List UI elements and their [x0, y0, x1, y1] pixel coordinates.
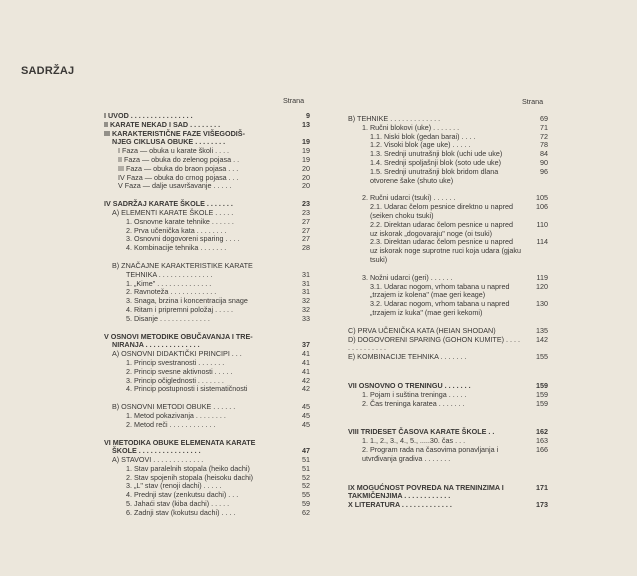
toc-entry-page-number: 59 [302, 499, 310, 509]
toc-entry-title: V Faza — dalje usavršavanje . . . . . [118, 181, 232, 191]
toc-entry-page-number: 52 [302, 481, 310, 491]
toc-entry-page-number: 173 [536, 500, 548, 510]
toc-entry [104, 182, 310, 191]
toc-entry [104, 315, 310, 324]
toc-entry [348, 221, 548, 239]
toc-entry-page-number: 31 [302, 287, 310, 297]
toc-entry-title: VI METODIKA OBUKE ELEMENATA KARATE [104, 437, 256, 447]
toc-entry-title: 1.3. Srednji unutrašnji blok (uchi ude uke) [370, 149, 503, 159]
toc-entry-title: I UVOD . . . . . . . . . . . . . . . . [104, 111, 193, 120]
toc-entry-title: A) ELEMENTI KARATE ŠKOLE . . . . . [112, 207, 234, 217]
toc-entry-title: 2. Program rada na časovima ponavljanja i utvrđivanja gradiva . . . . . . . [362, 444, 499, 463]
toc-entry-title: III KARAKTERISTIČNE FAZE VIŠEGODIŠ- [104, 128, 245, 138]
toc-entry-title: B) TEHNIKE . . . . . . . . . . . . . [348, 114, 441, 123]
toc-entry-title: ŠKOLE . . . . . . . . . . . . . . . . [112, 446, 201, 456]
toc-entry-title: NJEG CIKLUSA OBUKE . . . . . . . . [112, 137, 226, 147]
toc-entry-title: 3.1. Udarac nogom, vrhom tabana u napred „trzajem iz kolena" (mae geri keage) [370, 281, 510, 300]
toc-entry-title: III Faza — obuka do braon pojasa . . . [118, 163, 239, 173]
toc-entry [348, 203, 548, 221]
toc-entry-title: D) DOGOVORENI SPARING (GOHON KUMITE) . . . . . . . . . . . . . . [348, 334, 520, 353]
toc-entry-page-number: 47 [302, 446, 310, 456]
toc-entry [348, 484, 548, 502]
toc-entry-title: 2. Ravnoteža . . . . . . . . . . . . [126, 287, 217, 297]
toc-entry-title: 1. Pojam i suština treninga . . . . . [362, 389, 467, 399]
toc-entry-page-number: 130 [536, 299, 548, 309]
toc-entry-page-number: 23 [302, 207, 310, 217]
left-page-column-label: Strana [283, 96, 305, 105]
toc-entry-title: A) OSNOVNI DIDAKTIČKI PRINCIPI . . . [112, 349, 242, 359]
toc-entry-page-number: 20 [302, 181, 310, 191]
toc-entry-title: VIII TRIDESET ČASOVA KARATE ŠKOLE . . [348, 427, 495, 437]
toc-entry-page-number: 13 [302, 119, 310, 129]
toc-entry-title: 2. Čas treninga karatea . . . . . . . [362, 398, 465, 408]
toc-entry-title: NIRANJA . . . . . . . . . . . . . . [112, 340, 200, 350]
toc-entry-page-number: 33 [302, 313, 310, 323]
toc-entry [104, 421, 310, 430]
toc-entry-page-number: 135 [536, 325, 548, 335]
toc-entry-title: 2. Prva učenička kata . . . . . . . . [126, 225, 227, 235]
toc-entry-page-number: 51 [302, 455, 310, 465]
toc-entry-page-number: 42 [302, 384, 310, 394]
toc-entry-title: C) PRVA UČENIČKA KATA (HEIAN SHODAN) [348, 325, 496, 335]
toc-entry-title: 1. Princip svestranosti . . . . . . . [126, 357, 225, 367]
right-page-column-label: Strana [522, 97, 544, 106]
toc-entry-page-number: 45 [302, 410, 310, 420]
toc-entry-title: 2. Ručni udarci (tsuki) . . . . . . [362, 193, 456, 203]
toc-entry-page-number: 27 [302, 225, 310, 235]
toc-entry-title: 4. Princip postupnosti i sistematičnosti [126, 384, 248, 394]
toc-entry-page-number: 28 [302, 243, 310, 253]
toc-entry [348, 501, 548, 510]
toc-entry-page-number: 105 [536, 193, 548, 203]
toc-entry-page-number: 163 [536, 436, 548, 446]
toc-entry-title: 1. Osnovne karate tehnike . . . . . . [126, 216, 234, 226]
toc-entry-title: 3.2. Udarac nogom, vrhom tabana u napred „trzajem iz kuka" (mae geri kekomi) [370, 299, 510, 317]
toc-entry-page-number: 31 [302, 278, 310, 288]
toc-entry-title: 3. Nožni udarci (geri) . . . . . . [362, 272, 453, 282]
toc-entry-page-number: 27 [302, 234, 310, 244]
toc-entry-page-number: 20 [302, 172, 310, 182]
toc-entry-page-number: 41 [302, 349, 310, 359]
toc-entry [348, 400, 548, 409]
toc-entry-title: 6. Zadnji stav (kokutsu dachi) . . . . [126, 507, 236, 517]
toc-entry-title: A) STAVOVI . . . . . . . . . . . . . [112, 455, 204, 465]
toc-entry-title: 1.1. Niski blok (gedan barai) . . . . [370, 131, 476, 141]
toc-entry-page-number: 9 [306, 111, 310, 120]
toc-entry-page-number: 71 [540, 122, 548, 132]
toc-entry-title: 2.1. Udarac čelom pesnice direktno u napred (seiken choku tsuki) [370, 202, 514, 220]
toc-entry-page-number: 159 [536, 389, 548, 399]
toc-entry-title: B) ZNAČAJNE KARAKTERISTIKE KARATE [112, 260, 253, 270]
toc-entry-page-number: 23 [302, 199, 310, 209]
toc-entry-page-number: 162 [536, 427, 548, 437]
toc-entry [348, 283, 548, 301]
toc-entry-title: IX MOGUĆNOST POVREDA NA TRENINZIMA I TAKMIČENJIMA . . . . . . . . . . . . [348, 482, 504, 501]
toc-entry-page-number: 155 [536, 352, 548, 362]
toc-entry-page-number: 27 [302, 216, 310, 226]
toc-entry-title: X LITERATURA . . . . . . . . . . . . . [348, 500, 452, 510]
toc-entry-page-number: 142 [536, 334, 548, 344]
toc-entry-title: I Faza — obuka u karate školi . . . . [118, 146, 230, 156]
toc-entry-title: 3. Princip očiglednosti . . . . . . . [126, 375, 224, 385]
toc-entry-title: VII OSNOVNO O TRENINGU . . . . . . . [348, 380, 471, 390]
toc-entry-title: 1.5. Srednji unutrašnji blok bridom dlana otvorene šake (shuto uke) [370, 166, 499, 185]
toc-entry-page-number: 106 [536, 202, 548, 212]
toc-entry-title: IV SADRŽAJ KARATE ŠKOLE . . . . . . . [104, 199, 233, 209]
toc-entry-title: 1. 1., 2., 3., 4., 5., .....30. čas . . . [362, 436, 466, 446]
toc-entry-title: 2. Stav spojenih stopala (heisoku dachi) [126, 472, 254, 482]
toc-entry [104, 509, 310, 518]
toc-entry-title: 5. Jahaći stav (kiba dachi) . . . . . [126, 499, 230, 509]
toc-entry-page-number: 84 [540, 149, 548, 159]
toc-entry-page-number: 51 [302, 463, 310, 473]
toc-entry-page-number: 19 [302, 137, 310, 147]
toc-entry-title: 1. Metod pokazivanja . . . . . . . . [126, 410, 226, 420]
page-title: SADRŽAJ [21, 65, 75, 77]
toc-entry-title: II Faza — obuka do zelenog pojasa . . [118, 154, 240, 164]
toc-entry-title: 3. „L" stav (renoji dachi) . . . . . [126, 481, 222, 491]
toc-entry-page-number: 45 [302, 402, 310, 412]
toc-entry-page-number: 19 [302, 154, 310, 164]
toc-entry-page-number: 52 [302, 472, 310, 482]
toc-entry-title: 1. Stav paralelnih stopala (heiko dachi) [126, 463, 250, 473]
toc-entry-title: 1.4. Srednji spoljašnji blok (soto ude uke) [370, 157, 502, 167]
toc-entry [348, 336, 548, 354]
toc-entry-title: II KARATE NEKAD I SAD . . . . . . . . [104, 119, 221, 129]
toc-entry-page-number: 20 [302, 163, 310, 173]
toc-entry [348, 353, 548, 362]
toc-entry-page-number: 120 [536, 281, 548, 291]
toc-entry-page-number: 96 [540, 166, 548, 176]
toc-entry-page-number: 114 [536, 237, 548, 247]
toc-entry-page-number: 78 [540, 140, 548, 150]
toc-entry [348, 300, 548, 318]
toc-entry-page-number: 72 [540, 131, 548, 141]
toc-entry-title: 2. Princip svesne aktivnosti . . . . . [126, 366, 233, 376]
toc-entry-title: 1.2. Visoki blok (age uke) . . . . . [370, 140, 471, 150]
toc-entry-title: 5. Disanje . . . . . . . . . . . . . [126, 313, 210, 323]
toc-entry-page-number: 159 [536, 380, 548, 390]
toc-entry-title: B) OSNOVNI METODI OBUKE . . . . . . [112, 402, 236, 412]
toc-entry-page-number: 69 [540, 114, 548, 123]
toc-entry-page-number: 159 [536, 398, 548, 408]
toc-entry-page-number: 110 [536, 219, 548, 229]
toc-entry-title: 4. Prednji stav (zenkutsu dachi) . . . [126, 490, 239, 500]
toc-entry-page-number: 19 [302, 146, 310, 156]
toc-entry [348, 238, 548, 264]
toc-entry-title: 3. Snaga, brzina i koncentracija snage [126, 296, 248, 306]
toc-entry-page-number: 55 [302, 490, 310, 500]
toc-entry-title: 1. „Kime" . . . . . . . . . . . . . . [126, 278, 212, 288]
toc-entry [348, 168, 548, 186]
toc-entry-title: 4. Kombinacije tehnika . . . . . . . [126, 243, 227, 253]
toc-entry-title: 2.2. Direktan udarac čelom pesnice u napred uz iskorak „dogovaraju" noge (oi tsuki) [370, 219, 514, 238]
toc-entry-title: TEHNIKA . . . . . . . . . . . . . . [126, 269, 213, 279]
toc-entry-title: 3. Osnovni dogovoreni sparing . . . . [126, 234, 240, 244]
toc-right-column [348, 115, 548, 510]
toc-entry-page-number: 171 [536, 482, 548, 492]
toc-entry-page-number: 32 [302, 296, 310, 306]
toc-entry [104, 244, 310, 253]
toc-entry-title: 2. Metod reči . . . . . . . . . . . . [126, 419, 216, 429]
toc-entry-title: E) KOMBINACIJE TEHNIKA . . . . . . . [348, 352, 467, 362]
toc-entry-page-number: 62 [302, 507, 310, 517]
toc-entry-title: 4. Ritam i pripremni položaj . . . . . [126, 304, 234, 314]
toc-left-column [104, 112, 310, 518]
toc-entry-page-number: 45 [302, 419, 310, 429]
toc-entry-page-number: 166 [536, 444, 548, 454]
toc-entry-page-number: 42 [302, 375, 310, 385]
toc-entry-page-number: 90 [540, 157, 548, 167]
toc-entry-page-number: 119 [536, 272, 548, 282]
toc-entry-title: IV Faza — obuka do crnog pojasa . . . [118, 172, 239, 182]
toc-entry-title: 2.3. Direktan udarac čelom pesnice u napred uz iskorak noge suprotne ruci koja udara (gjaku tsuki) [370, 237, 522, 264]
toc-entry [348, 446, 548, 464]
toc-entry-page-number: 32 [302, 304, 310, 314]
toc-entry-page-number: 41 [302, 357, 310, 367]
toc-entry [104, 385, 310, 394]
toc-entry-title: 1. Ručni blokovi (uke) . . . . . . . [362, 122, 460, 132]
toc-entry-page-number: 37 [302, 340, 310, 350]
toc-entry-page-number: 41 [302, 366, 310, 376]
toc-entry-title: V OSNOVI METODIKE OBUČAVANJA I TRE- [104, 331, 253, 341]
toc-entry-page-number: 31 [302, 269, 310, 279]
